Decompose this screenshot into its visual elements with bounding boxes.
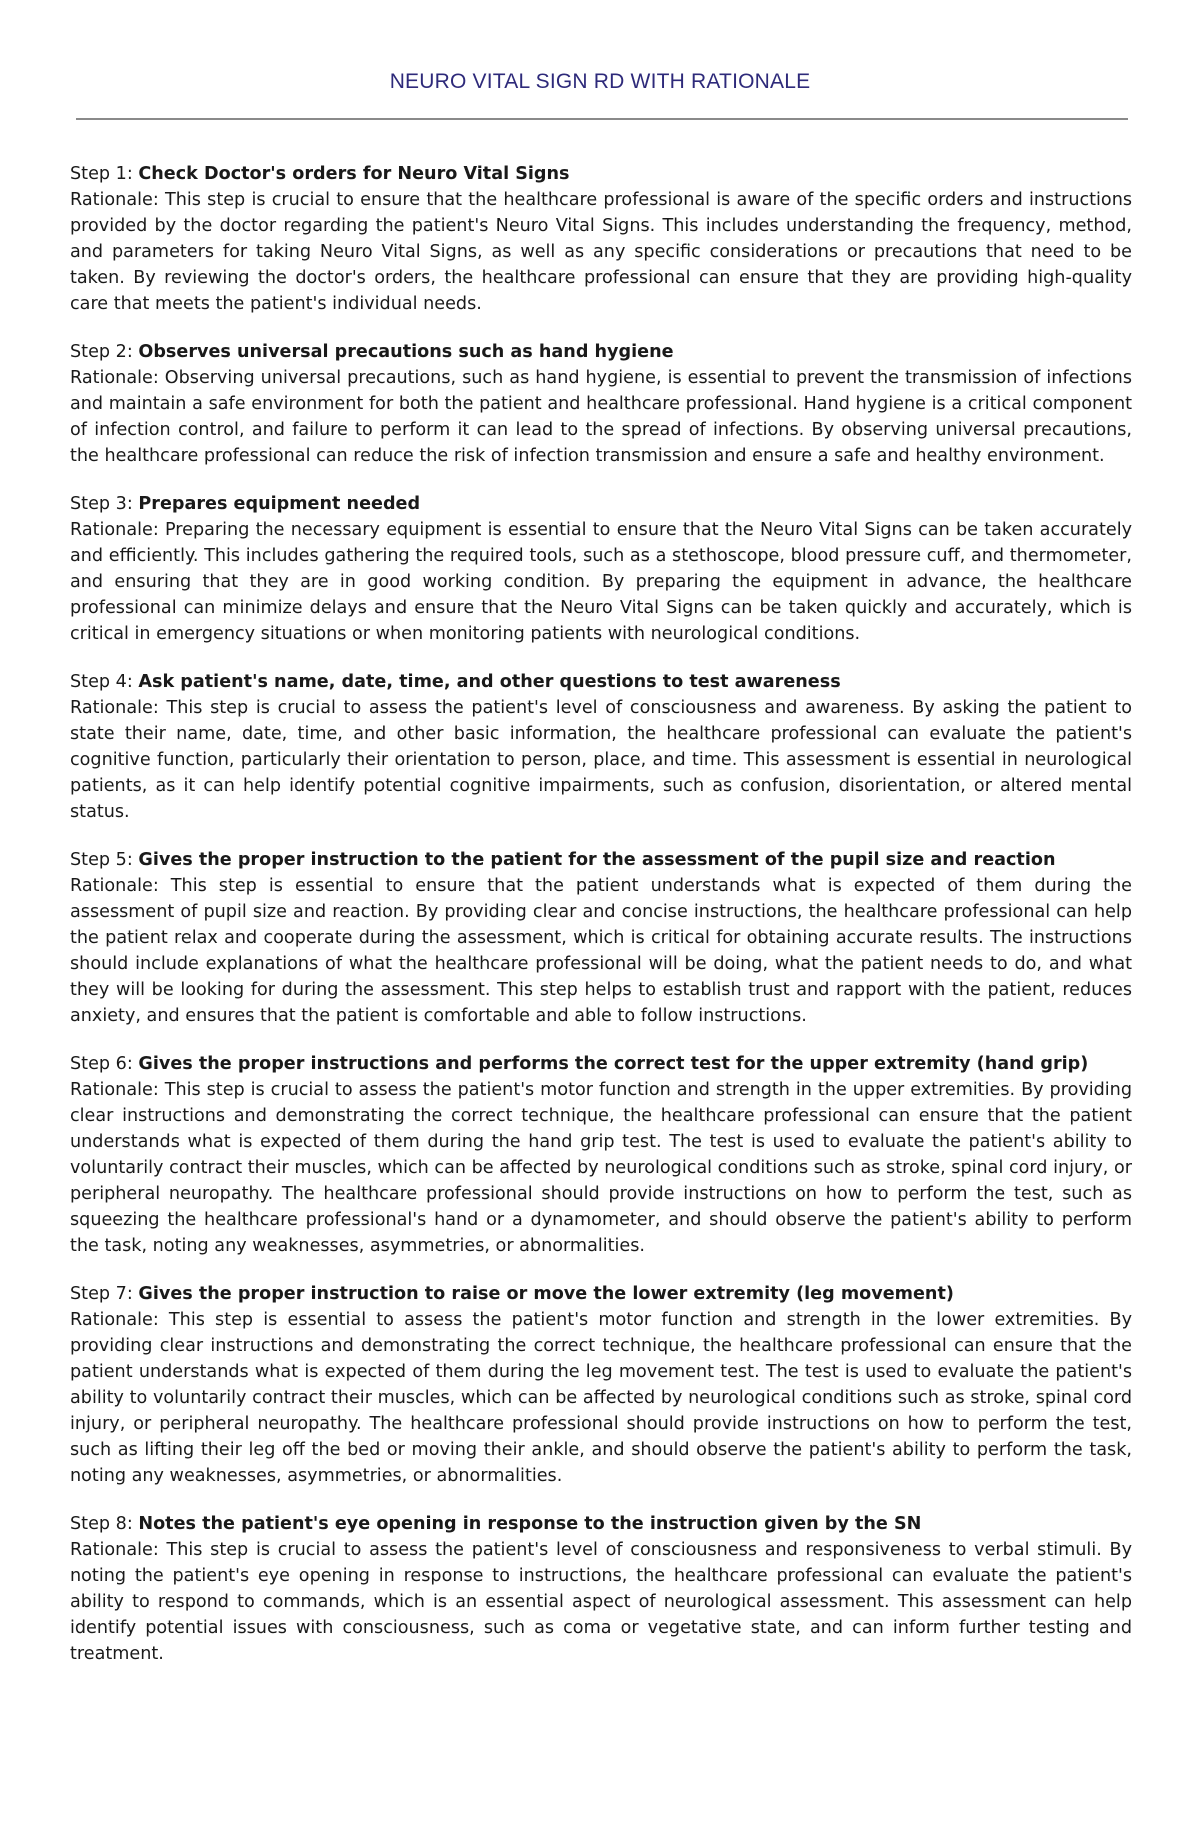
step-title: Gives the proper instruction to the patient for the assessment of the pupil size and reaction — [138, 850, 1056, 870]
step-rationale — [70, 517, 1132, 647]
step-label: Step 7: — [70, 1284, 133, 1304]
rationale-text: This step is crucial to assess the patient's motor function and strength in the upper extremities. By providing clear instructions and demonstrating the correct technique, the healthcare professional can ensure that the patient understands what is expected of them during the hand grip test. The test is used to evaluate the patient's ability to voluntarily contract their muscles, which can be affected by neurological conditions such as stroke, spinal cord injury, or peripheral neuropathy. The healthcare professional should provide instructions on how to perform the test, such as squeezing the healthcare professional's hand or a dynamometer, and should observe the patient's ability to perform the task, noting any weaknesses, asymmetries, or abnormalities. — [70, 1080, 1133, 1256]
step-item — [70, 161, 1132, 317]
step-heading — [70, 161, 1132, 187]
steps-list — [70, 161, 1132, 1689]
rationale-text: Observing universal precautions, such as hand hygiene, is essential to prevent the transmission of infections and maintain a safe environment for both the patient and healthcare professional. Hand hygiene is a critical component of infection control, and failure to perform it can lead to the spread of infections. By observing universal precautions, the healthcare professional can reduce the risk of infection transmission and ensure a safe and healthy environment. — [70, 368, 1133, 466]
step-heading — [70, 1051, 1132, 1077]
step-title: Prepares equipment needed — [138, 494, 421, 514]
step-label: Step 8: — [70, 1514, 133, 1534]
step-rationale — [70, 695, 1132, 825]
step-rationale — [70, 1307, 1132, 1489]
step-title: Check Doctor's orders for Neuro Vital Signs — [138, 164, 570, 184]
rationale-label: Rationale: — [70, 876, 159, 896]
rationale-text: This step is essential to ensure that the patient understands what is expected of them during the assessment of pupil size and reaction. By providing clear and concise instructions, the healthcare professional can help the patient relax and cooperate during the assessment, which is critical for obtaining accurate results. The instructions should include explanations of what the healthcare professional will be doing, what the patient needs to do, and what they will be looking for during the assessment. This step helps to establish trust and rapport with the patient, reduces anxiety, and ensures that the patient is comfortable and able to follow instructions. — [70, 876, 1133, 1026]
step-heading — [70, 1511, 1132, 1537]
step-title: Ask patient's name, date, time, and other questions to test awareness — [138, 672, 841, 692]
step-heading — [70, 339, 1132, 365]
rationale-label: Rationale: — [70, 1080, 159, 1100]
rationale-text: This step is crucial to ensure that the healthcare professional is aware of the specific orders and instructions provided by the doctor regarding the patient's Neuro Vital Signs. This includes understanding the frequency, method, and parameters for taking Neuro Vital Signs, as well as any specific considerations or precautions that need to be taken. By reviewing the doctor's orders, the healthcare professional can ensure that they are providing high-quality care that meets the patient's individual needs. — [70, 190, 1133, 314]
step-title: Observes universal precautions such as hand hygiene — [138, 342, 674, 362]
step-rationale — [70, 1537, 1132, 1667]
step-label: Step 3: — [70, 494, 133, 514]
rationale-label: Rationale: — [70, 190, 159, 210]
step-heading — [70, 847, 1132, 873]
rationale-label: Rationale: — [70, 1310, 159, 1330]
step-item — [70, 1511, 1132, 1667]
step-item — [70, 491, 1132, 647]
step-rationale — [70, 873, 1132, 1029]
step-heading — [70, 1281, 1132, 1307]
step-title: Gives the proper instruction to raise or move the lower extremity (leg movement) — [138, 1284, 954, 1304]
rationale-label: Rationale: — [70, 698, 159, 718]
step-label: Step 4: — [70, 672, 133, 692]
step-item — [70, 847, 1132, 1029]
step-item — [70, 669, 1132, 825]
rationale-text: Preparing the necessary equipment is essential to ensure that the Neuro Vital Signs can be taken accurately and efficiently. This includes gathering the required tools, such as a stethoscope, blood pressure cuff, and thermometer, and ensuring that they are in good working condition. By preparing the equipment in advance, the healthcare professional can minimize delays and ensure that the Neuro Vital Signs can be taken quickly and accurately, which is critical in emergency situations or when monitoring patients with neurological conditions. — [70, 520, 1132, 644]
step-rationale — [70, 187, 1132, 317]
step-item — [70, 1051, 1132, 1259]
step-label: Step 6: — [70, 1054, 133, 1074]
step-heading — [70, 669, 1132, 695]
title-divider — [76, 118, 1128, 120]
rationale-label: Rationale: — [70, 520, 159, 540]
step-item — [70, 1281, 1132, 1489]
rationale-text: This step is crucial to assess the patient's level of consciousness and awareness. By asking the patient to state their name, date, time, and other basic information, the healthcare professional can evaluate the patient's cognitive function, particularly their orientation to person, place, and time. This assessment is essential in neurological patients, as it can help identify potential cognitive impairments, such as confusion, disorientation, or altered mental status. — [70, 698, 1133, 822]
rationale-text: This step is essential to assess the patient's motor function and strength in the lower extremities. By providing clear instructions and demonstrating the correct technique, the healthcare professional can ensure that the patient understands what is expected of them during the leg movement test. The test is used to evaluate the patient's ability to voluntarily contract their muscles, which can be affected by neurological conditions such as stroke, spinal cord injury, or peripheral neuropathy. The healthcare professional should provide instructions on how to perform the test, such as lifting their leg off the bed or moving their ankle, and should observe the patient's ability to perform the task, noting any weaknesses, asymmetries, or abnormalities. — [70, 1310, 1132, 1486]
rationale-text: This step is crucial to assess the patient's level of consciousness and responsiveness to verbal stimuli. By noting the patient's eye opening in response to instructions, the healthcare professional can evaluate the patient's ability to respond to commands, which is an essential aspect of neurological assessment. This assessment can help identify potential issues with consciousness, such as coma or vegetative state, and can inform further testing and treatment. — [70, 1540, 1133, 1664]
step-title: Notes the patient's eye opening in response to the instruction given by the SN — [138, 1514, 922, 1534]
step-heading — [70, 491, 1132, 517]
rationale-label: Rationale: — [70, 1540, 159, 1560]
step-label: Step 2: — [70, 342, 133, 362]
step-title: Gives the proper instructions and performs the correct test for the upper extremity (hand grip) — [138, 1054, 1089, 1074]
rationale-label: Rationale: — [70, 368, 159, 388]
step-label: Step 5: — [70, 850, 133, 870]
step-label: Step 1: — [70, 164, 133, 184]
document-title: NEURO VITAL SIGN RD WITH RATIONALE — [389, 70, 811, 93]
step-rationale — [70, 1077, 1132, 1259]
step-rationale — [70, 365, 1132, 469]
step-item — [70, 339, 1132, 469]
